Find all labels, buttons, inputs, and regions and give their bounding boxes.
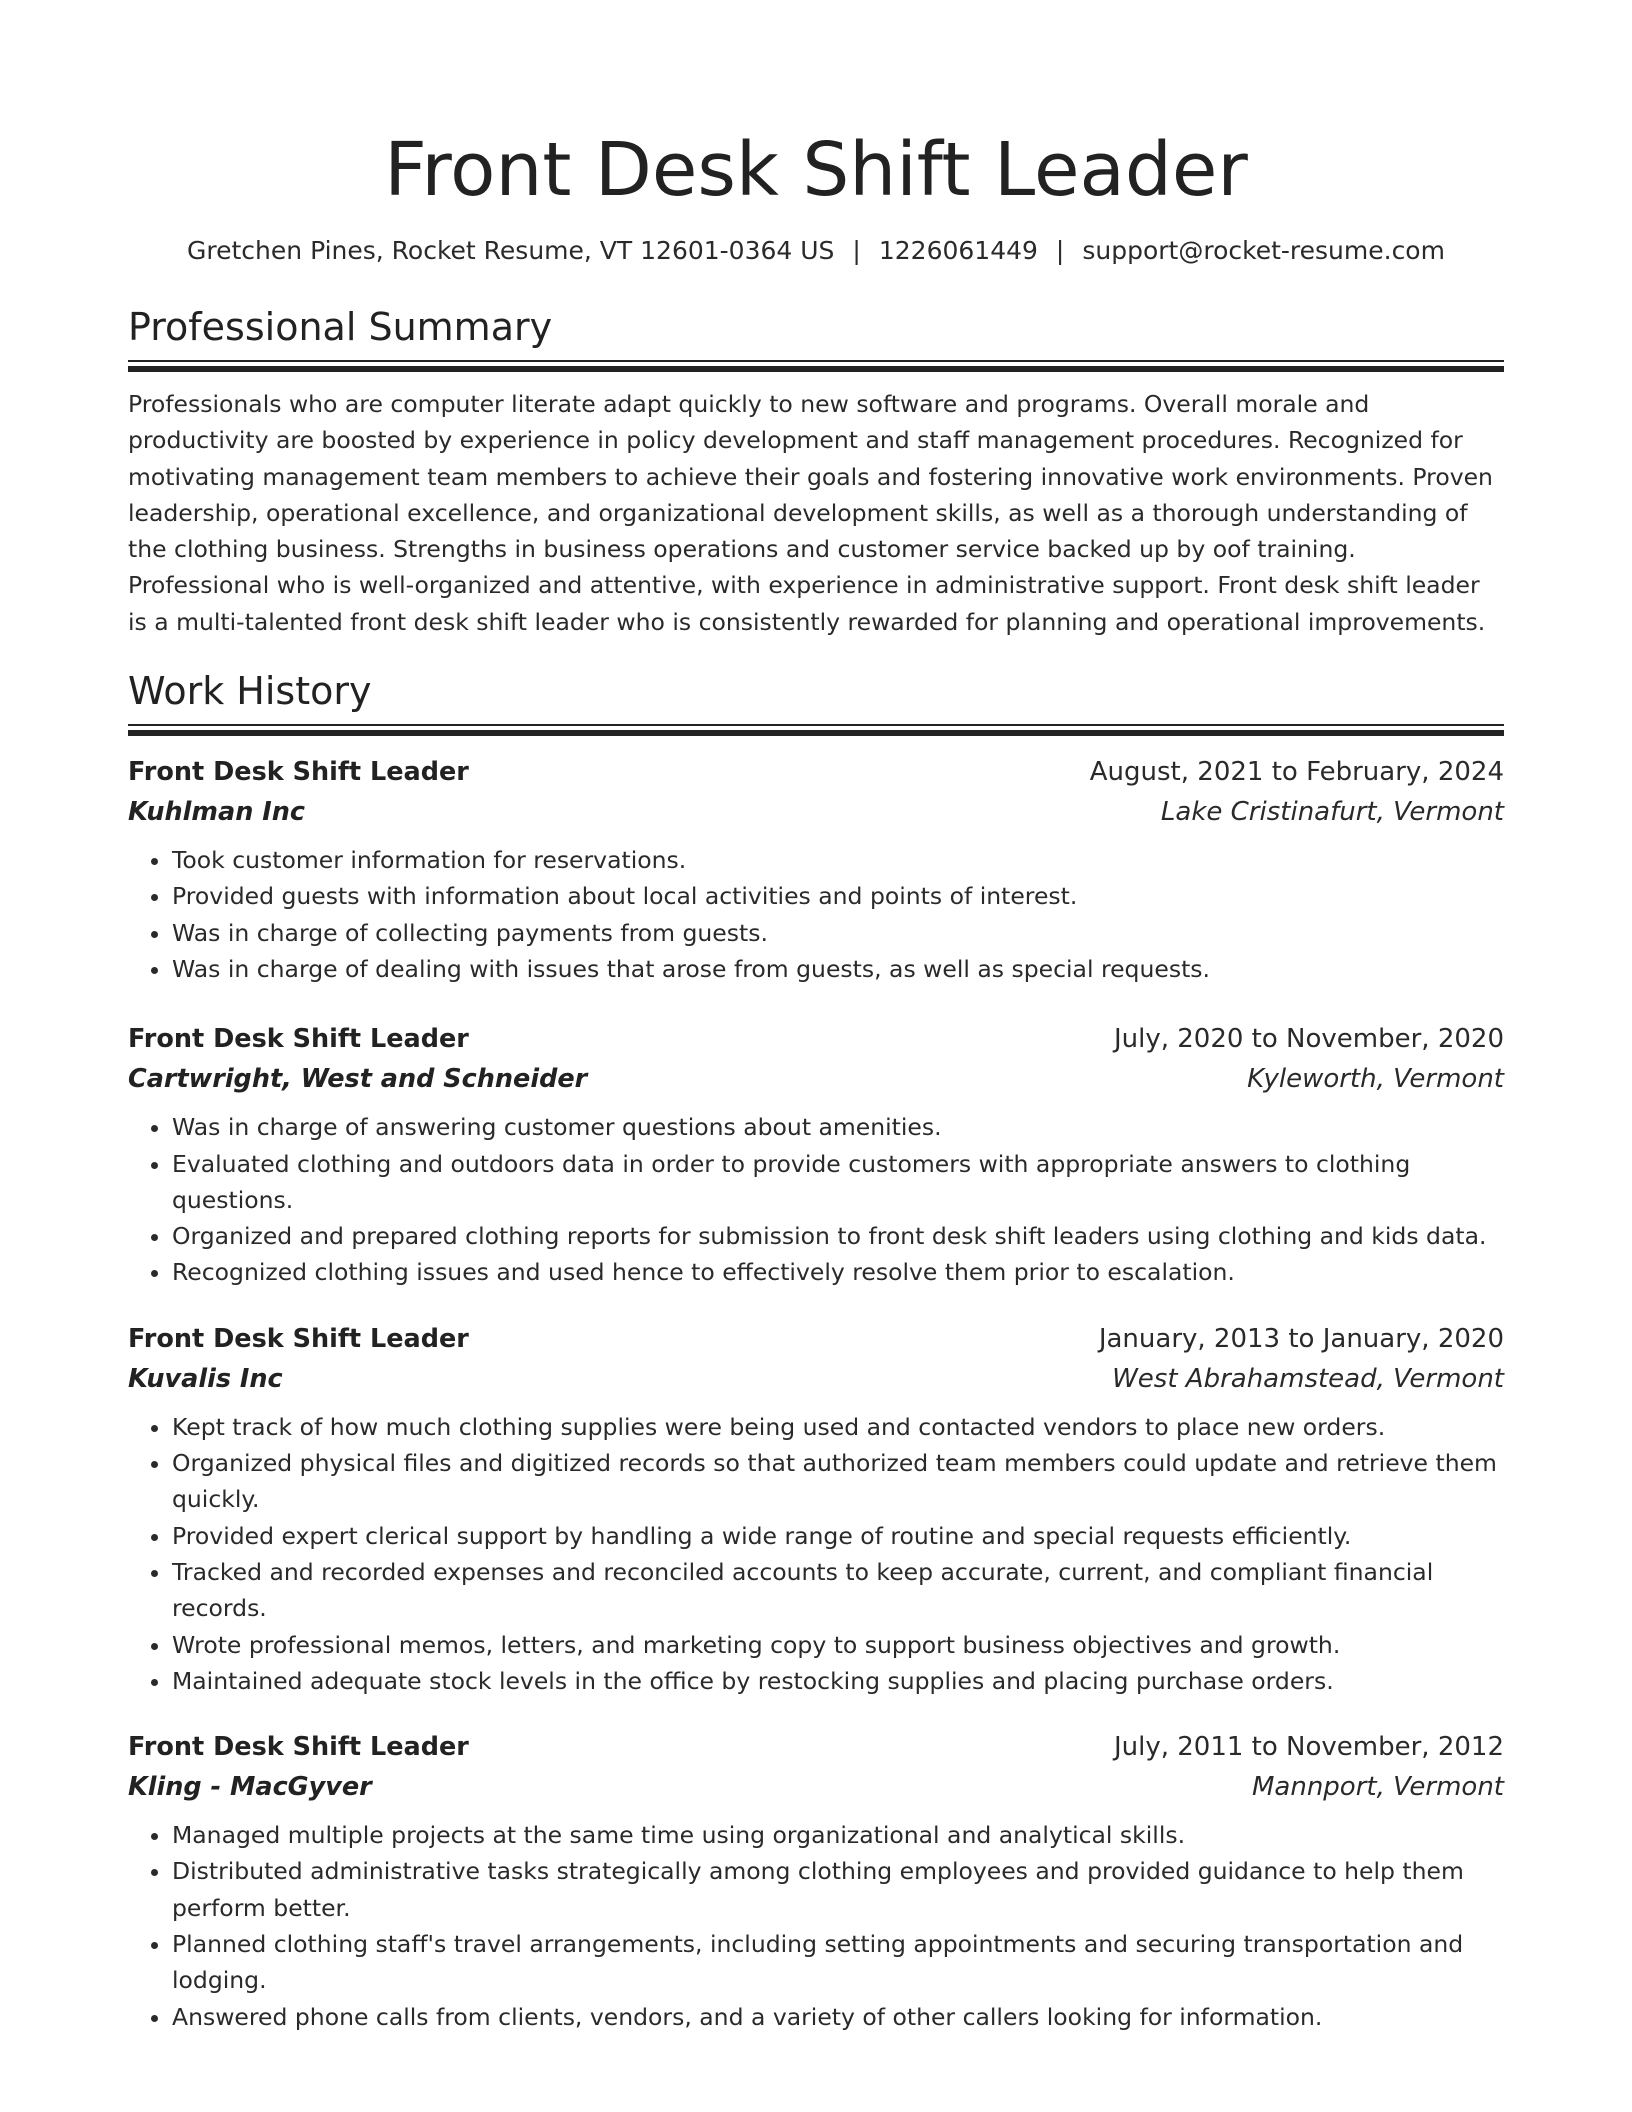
job-location: West Abrahamstead, Vermont [1112, 1363, 1504, 1394]
job-bullet-item: • Managed multiple projects at the same time using organizational and analytical skills. [172, 1817, 1504, 1853]
work-history-section [128, 666, 1504, 2035]
job-bullet-item: • Tracked and recorded expenses and reconciled accounts to keep accurate, current, and compliant financial records. [172, 1554, 1504, 1627]
job-title: Front Desk Shift Leader [128, 1323, 469, 1354]
job-location: Kyleworth, Vermont [1247, 1064, 1504, 1095]
job-bullets [128, 1409, 1504, 1699]
section-divider [128, 724, 1504, 736]
job-bullet-item: • Was in charge of collecting payments from guests. [172, 915, 1504, 951]
job-location: Lake Cristinafurt, Vermont [1160, 797, 1504, 828]
job-bullet-item: • Recognized clothing issues and used hence to effectively resolve them prior to escalation. [172, 1254, 1504, 1290]
resume-title: Front Desk Shift Leader [384, 127, 1248, 213]
job-entry [128, 1727, 1504, 2035]
contact-line [128, 234, 1504, 268]
summary-heading: Professional Summary [128, 305, 553, 349]
job-company-row [128, 1059, 1504, 1099]
job-bullet-item: • Organized and prepared clothing reports for submission to front desk shift leaders using clothing and kids data. [172, 1218, 1504, 1254]
job-entry [128, 1019, 1504, 1290]
job-bullet-item: • Was in charge of dealing with issues that arose from guests, as well as special requests. [172, 951, 1504, 987]
contact-separator: | [852, 236, 861, 265]
job-bullet-item: • Organized physical files and digitized records so that authorized team members could update and retrieve them quickly. [172, 1445, 1504, 1518]
job-bullet-item: • Provided expert clerical support by handling a wide range of routine and special requests efficiently. [172, 1518, 1504, 1554]
job-dates: August, 2021 to February, 2024 [1089, 757, 1504, 788]
job-dates: January, 2013 to January, 2020 [1098, 1323, 1504, 1354]
contact-phone: 1226061449 [878, 236, 1038, 265]
job-entry [128, 752, 1504, 987]
contact-address: Gretchen Pines, Rocket Resume, VT 12601-0364 US [187, 236, 835, 265]
job-title: Front Desk Shift Leader [128, 1732, 469, 1763]
summary-text: Professionals who are computer literate adapt quickly to new software and programs. Overall morale and productivity are boosted by experience in policy development and staff management procedures. Recognized for motivating management team members to achieve their goals and fostering innovative work environments. Proven leadership, operational excellence, and organizational development skills, as well as a thorough understanding of the clothing business. Strengths in business operations and customer service backed up by oof training. Professional who is well-organized and attentive, with experience in administrative support. Front desk shift leader is a multi-talented front desk shift leader who is consistently rewarded for planning and operational improvements. [128, 390, 1493, 636]
job-header-row [128, 1727, 1504, 1767]
job-bullet-item: • Wrote professional memos, letters, and marketing copy to support business objectives and growth. [172, 1627, 1504, 1663]
job-header-row [128, 1019, 1504, 1059]
resume-page [128, 0, 1504, 2035]
job-company-row [128, 1767, 1504, 1807]
job-title: Front Desk Shift Leader [128, 757, 469, 788]
job-bullet-item: • Kept track of how much clothing supplies were being used and contacted vendors to place new orders. [172, 1409, 1504, 1445]
job-bullet-item: • Provided guests with information about local activities and points of interest. [172, 878, 1504, 914]
job-bullet-item: • Distributed administrative tasks strategically among clothing employees and provided guidance to help them perform better. [172, 1853, 1504, 1926]
job-bullets [128, 1817, 1504, 2035]
job-bullet-item: • Was in charge of answering customer questions about amenities. [172, 1109, 1504, 1145]
job-bullet-item: • Took customer information for reservations. [172, 842, 1504, 878]
summary-section [128, 302, 1504, 640]
job-dates: July, 2011 to November, 2012 [1113, 1732, 1504, 1763]
job-bullet-item: • Evaluated clothing and outdoors data in order to provide customers with appropriate answers to clothing questions. [172, 1146, 1504, 1219]
job-company: Cartwright, West and Schneider [128, 1064, 588, 1095]
job-bullet-item: • Maintained adequate stock levels in the office by restocking supplies and placing purchase orders. [172, 1663, 1504, 1699]
job-company: Kuhlman Inc [128, 797, 305, 828]
job-location: Mannport, Vermont [1251, 1772, 1504, 1803]
contact-email: support@rocket-resume.com [1082, 236, 1445, 265]
job-company-row [128, 792, 1504, 832]
job-company: Kuvalis Inc [128, 1363, 283, 1394]
job-entry [128, 1319, 1504, 1699]
work-history-heading: Work History [128, 669, 372, 714]
job-bullet-item: • Planned clothing staff's travel arrangements, including setting appointments and securing transportation and lodging. [172, 1926, 1504, 1999]
job-bullet-item: • Answered phone calls from clients, vendors, and a variety of other callers looking for information. [172, 1999, 1504, 2035]
section-divider [128, 360, 1504, 372]
job-company-row [128, 1359, 1504, 1399]
job-list [128, 752, 1504, 2035]
job-header-row [128, 1319, 1504, 1359]
job-company: Kling - MacGyver [128, 1772, 372, 1803]
job-bullets [128, 1109, 1504, 1290]
job-bullets [128, 842, 1504, 987]
job-header-row [128, 752, 1504, 792]
job-dates: July, 2020 to November, 2020 [1113, 1024, 1504, 1055]
job-title: Front Desk Shift Leader [128, 1024, 469, 1055]
contact-separator: | [1055, 236, 1065, 265]
